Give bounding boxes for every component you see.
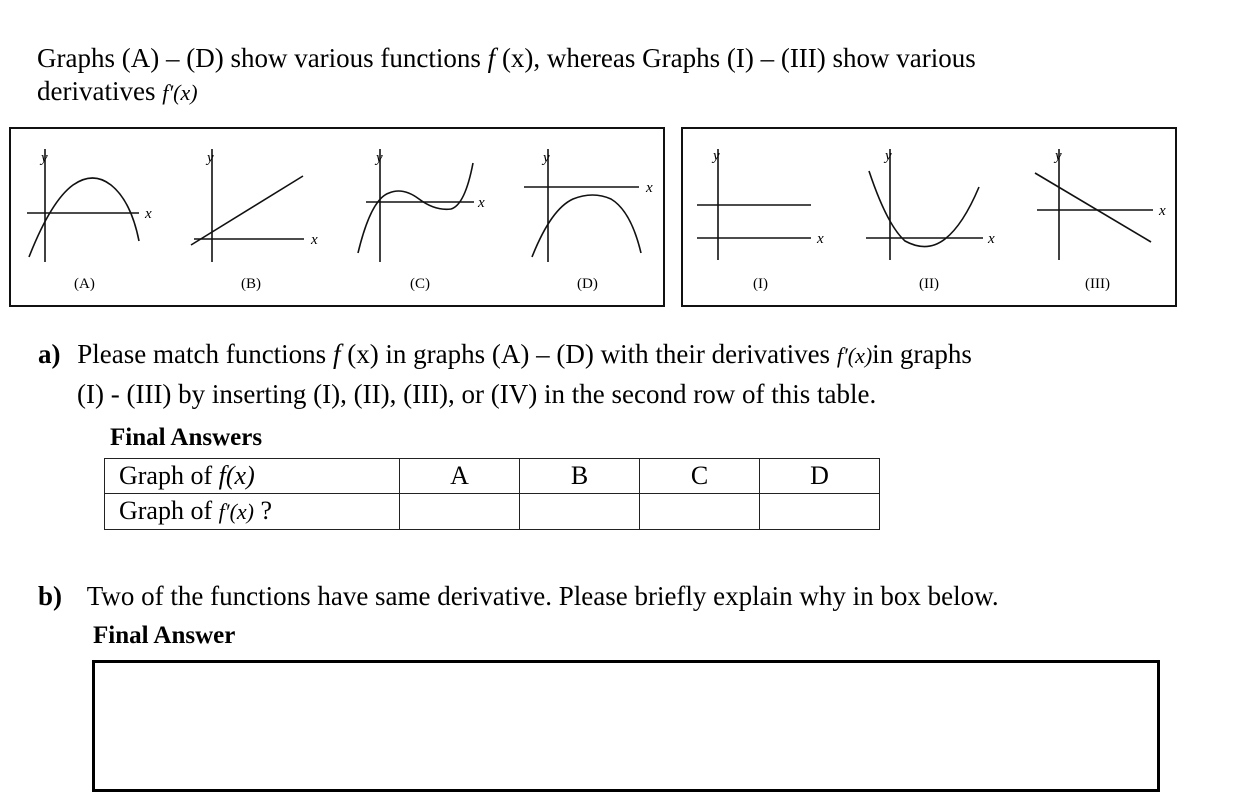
graph-iii-y-label: y xyxy=(1055,148,1062,164)
answer-cell-c[interactable] xyxy=(640,494,760,530)
intro-line2-pre: derivatives xyxy=(37,76,163,106)
functions-graph-panel xyxy=(9,127,665,307)
part-a-line1-post: in graphs xyxy=(872,339,972,369)
table-row1-header xyxy=(105,459,400,494)
answer-table xyxy=(104,458,880,530)
graph-i-y-label: y xyxy=(713,148,720,164)
answer-cell-b[interactable] xyxy=(520,494,640,530)
intro-fprime: f′(x) xyxy=(162,80,198,105)
graph-i-label: (I) xyxy=(753,276,768,292)
intro-line1-pre: Graphs (A) – (D) show various functions xyxy=(37,43,488,73)
graph-iii-x-label: x xyxy=(1159,203,1166,219)
graph-b-y-label: y xyxy=(207,150,214,166)
answer-cell-a[interactable] xyxy=(400,494,520,530)
graph-iii-line xyxy=(1035,173,1151,242)
derivatives-graph-panel xyxy=(681,127,1177,307)
table-row xyxy=(105,459,880,494)
table-col-a: A xyxy=(400,459,520,494)
part-a-fprime: f′(x) xyxy=(836,343,873,368)
graph-a-label: (A) xyxy=(74,276,95,292)
graph-d-x-label: x xyxy=(646,180,653,196)
part-a-line1-mid: (x) in graphs (A) – (D) with their derivatives xyxy=(340,339,837,369)
graph-ii-y-label: y xyxy=(885,148,892,164)
part-a-final-label: Final Answers xyxy=(110,424,263,451)
graph-a-y-label: y xyxy=(41,150,48,166)
table-col-d: D xyxy=(760,459,880,494)
graph-ii-label: (II) xyxy=(919,276,939,292)
part-a-f-symbol: f xyxy=(332,339,341,369)
part-b-letter: b) xyxy=(38,581,63,611)
graph-b-x-label: x xyxy=(311,232,318,248)
row2-label-fx: f′(x) xyxy=(218,499,254,524)
part-a-question xyxy=(38,336,1228,374)
graph-c-label: (C) xyxy=(410,276,430,292)
part-b-question xyxy=(38,578,1228,614)
intro-f-symbol: f xyxy=(487,43,496,73)
graph-b-label: (B) xyxy=(241,276,261,292)
intro-line1-mid: (x), whereas Graphs (I) – (III) show various xyxy=(495,43,976,73)
row1-label-fx: f(x) xyxy=(218,461,255,490)
part-a-letter: a) xyxy=(38,339,61,369)
table-col-b: B xyxy=(520,459,640,494)
part-b-answer-box[interactable] xyxy=(92,660,1160,792)
functions-graphs-svg xyxy=(11,129,667,309)
graph-c-x-label: x xyxy=(478,195,485,211)
row2-label-pre: Graph of xyxy=(119,496,219,525)
graph-d-y-label: y xyxy=(543,150,550,166)
intro-text xyxy=(37,42,1217,109)
table-row xyxy=(105,494,880,530)
row1-label-pre: Graph of xyxy=(119,461,219,490)
graph-ii-curve xyxy=(869,171,979,247)
graph-ii-x-label: x xyxy=(988,231,995,247)
part-b-final-label: Final Answer xyxy=(93,622,236,649)
graph-c-y-label: y xyxy=(376,150,383,166)
graph-d-label: (D) xyxy=(577,276,598,292)
derivatives-graphs-svg xyxy=(683,129,1179,309)
answer-cell-d[interactable] xyxy=(760,494,880,530)
graph-c-curve xyxy=(358,163,473,253)
table-row2-header xyxy=(105,494,400,530)
graph-b-line xyxy=(191,176,303,245)
part-b-text: Two of the functions have same derivative. Please briefly explain why in box below. xyxy=(86,581,999,611)
table-col-c: C xyxy=(640,459,760,494)
row2-label-post: ? xyxy=(253,496,273,525)
graph-i-x-label: x xyxy=(817,231,824,247)
part-a-line1-pre: Please match functions xyxy=(77,339,333,369)
graph-iii-label: (III) xyxy=(1085,276,1110,292)
graph-a-x-label: x xyxy=(145,206,152,222)
part-a-line2: (I) - (III) by inserting (I), (II), (III), or (IV) in the second row of this table. xyxy=(77,379,877,409)
